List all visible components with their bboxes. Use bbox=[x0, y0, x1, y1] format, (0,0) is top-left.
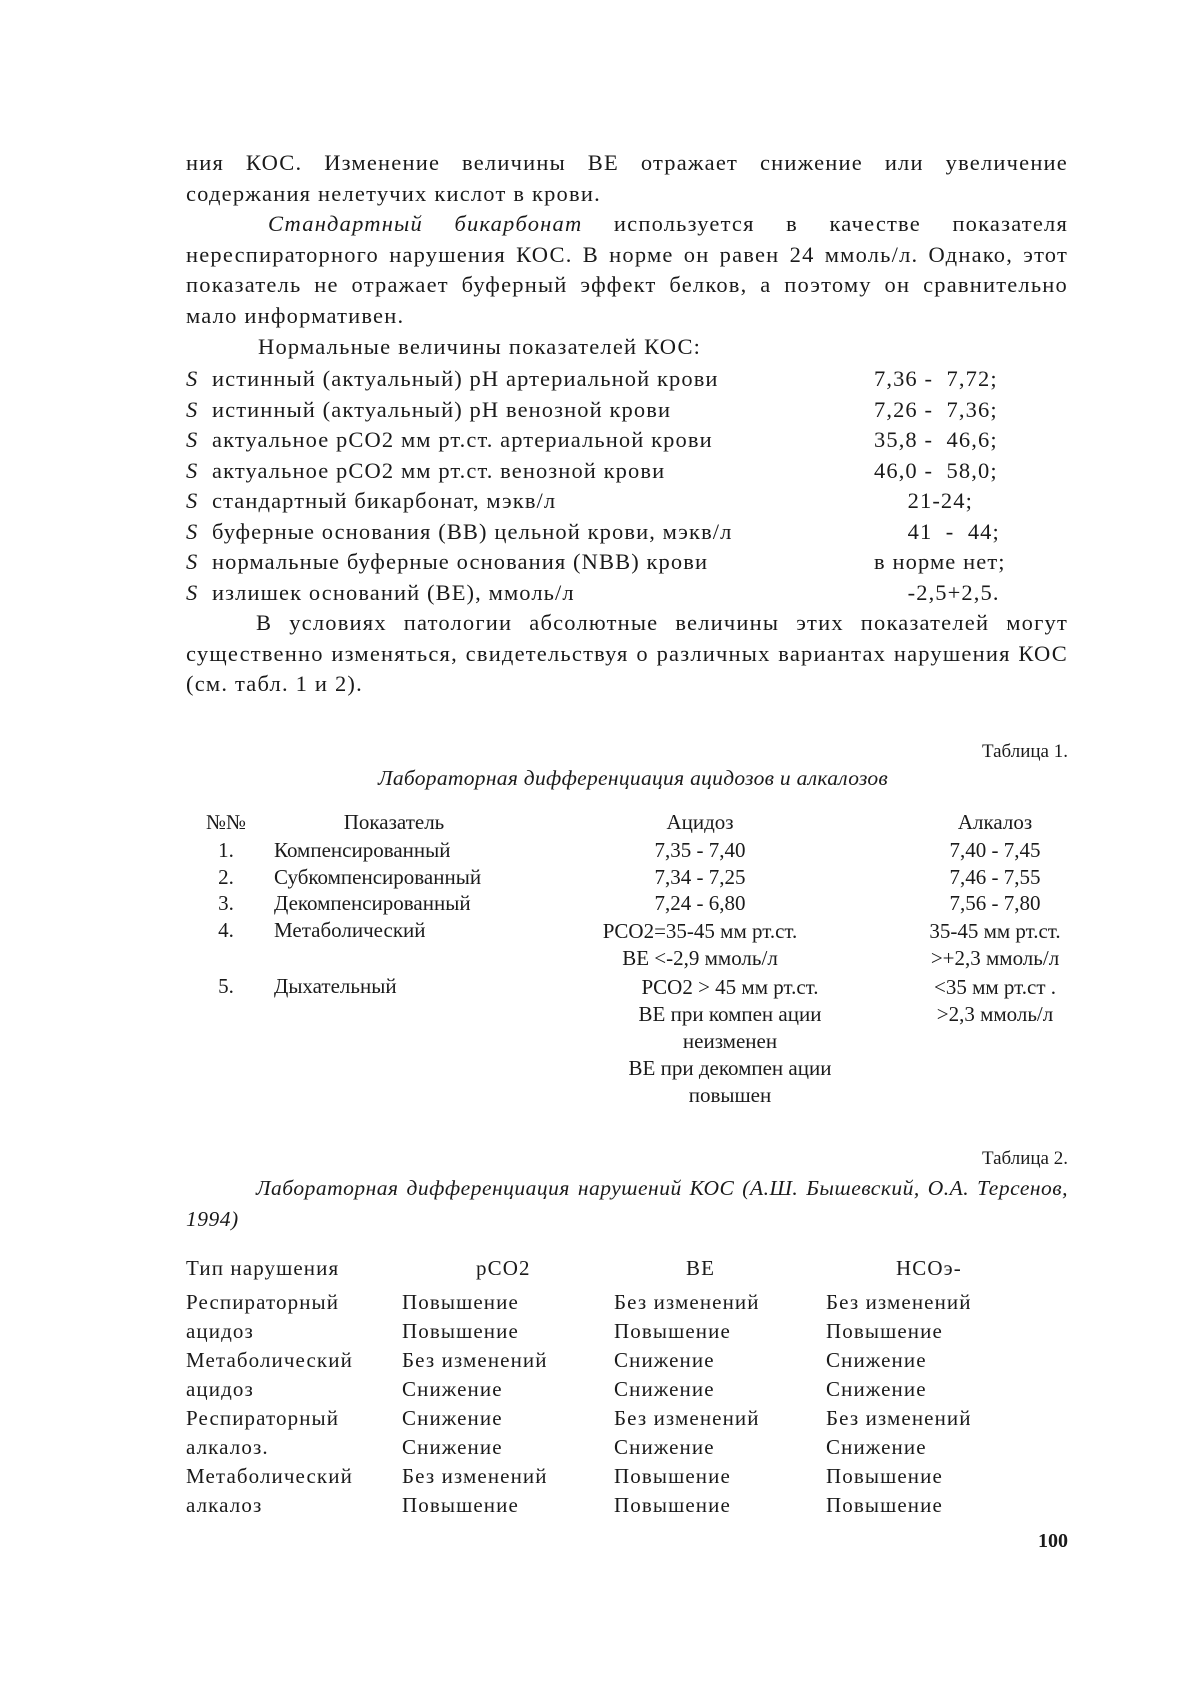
norm-item bbox=[186, 547, 1068, 578]
table1-title: Лабораторная дифференциация ацидозов и алкалозов bbox=[378, 766, 889, 790]
cell-hco3: Снижение bbox=[826, 1348, 927, 1372]
row-acidosis: 7,35 - 7,40 bbox=[654, 838, 746, 862]
norm-value: 41 - 44; bbox=[874, 518, 1000, 544]
norm-item bbox=[186, 517, 1068, 548]
row-indicator: Декомпенсированный bbox=[274, 891, 471, 915]
norm-item bbox=[186, 456, 1068, 487]
after-norm-paragraph: В условиях патологии абсолютные величины этих показателей могут существенно изменяться, свидетельствуя о различных вариантах нарушения КОС (см. табл. 1 и 2). bbox=[186, 610, 1068, 696]
row-indicator: Дыхательный bbox=[274, 974, 397, 998]
cell-hco3: Снижение bbox=[826, 1377, 927, 1401]
cell-type: Метаболический bbox=[186, 1348, 353, 1372]
norm-heading: Нормальные величины показателей КОС: bbox=[258, 334, 702, 359]
cell-be: Повышение bbox=[614, 1464, 731, 1488]
header-alkalosis: Алкалоз bbox=[957, 810, 1033, 834]
cell-type: алкалоз bbox=[186, 1493, 263, 1517]
header-num: №№ bbox=[205, 810, 247, 834]
norm-values-list bbox=[186, 364, 1068, 608]
norm-label: актуальное рСО2 мм рт.ст. артериальной крови bbox=[212, 427, 713, 452]
norm-value: 46,0 - 58,0; bbox=[874, 457, 998, 483]
norm-label: актуальное рСО2 мм рт.ст. венозной крови bbox=[212, 457, 666, 483]
cell-be: Снижение bbox=[614, 1435, 715, 1459]
row-alkalosis: 7,56 - 7,80 bbox=[949, 891, 1041, 915]
term-standard-bicarbonate: Стандартный бикарбонат bbox=[268, 211, 583, 236]
cell-line: BE при декомпен ации bbox=[628, 1056, 832, 1080]
row-num: 4. bbox=[218, 918, 234, 942]
table-row bbox=[186, 1288, 1046, 1317]
cell-be: Повышение bbox=[614, 1319, 731, 1343]
row-alkalosis bbox=[870, 918, 1120, 972]
norm-value: 35,8 - 46,6; bbox=[874, 427, 998, 452]
table2-caption: Таблица 2. bbox=[981, 1148, 1068, 1169]
table1-header-row bbox=[190, 810, 1070, 838]
row-acidosis bbox=[560, 974, 900, 1109]
table-row bbox=[186, 1491, 1046, 1520]
table-row bbox=[186, 1433, 1046, 1462]
cell-hco3: Повышение bbox=[826, 1493, 943, 1517]
norm-value: 7,26 - 7,36; bbox=[874, 396, 998, 422]
cell-pco2: Без изменений bbox=[402, 1348, 548, 1372]
cell-be: Повышение bbox=[614, 1493, 731, 1517]
cell-line: >2,3 ммоль/л bbox=[936, 1002, 1054, 1026]
cell-line: >+2,3 ммоль/л bbox=[930, 946, 1060, 970]
cell-pco2: Повышение bbox=[402, 1290, 519, 1314]
cell-type: Метаболический bbox=[186, 1464, 353, 1488]
norm-value: -2,5+2,5. bbox=[874, 579, 1000, 605]
bullet-marker: S bbox=[186, 579, 199, 605]
table-row bbox=[186, 1375, 1046, 1404]
intro-paragraph-2-text: используется в качестве показателя нереспираторного нарушения КОС. В норме он равен 24 ммоль/л. Однако, этот показатель не отражает буферный эффект белков, а поэтому он сравнительно мало информативен. bbox=[186, 211, 1068, 328]
row-num: 2. bbox=[218, 865, 234, 889]
row-alkalosis: 7,46 - 7,55 bbox=[949, 865, 1041, 889]
norm-value: 7,36 - 7,72; bbox=[874, 366, 998, 391]
norm-label: истинный (актуальный) рН венозной крови bbox=[212, 396, 672, 422]
table1-caption: Таблица 1. bbox=[981, 741, 1068, 762]
norm-label: стандартный бикарбонат, мэкв/л bbox=[212, 488, 557, 513]
table-row bbox=[186, 1346, 1046, 1375]
norm-label: нормальные буферные основания (NBB) крови bbox=[212, 549, 709, 574]
table-row bbox=[186, 1462, 1046, 1491]
cell-line: неизменен bbox=[682, 1029, 778, 1053]
norm-label: истинный (актуальный) рН артериальной крови bbox=[212, 366, 719, 391]
table2-header-row bbox=[186, 1254, 1046, 1288]
cell-type: ацидоз bbox=[186, 1377, 254, 1401]
cell-pco2: Без изменений bbox=[402, 1464, 548, 1488]
cell-be: Снижение bbox=[614, 1377, 715, 1401]
row-acidosis: 7,24 - 6,80 bbox=[654, 891, 746, 915]
header-type: Тип нарушения bbox=[186, 1256, 340, 1280]
row-indicator: Субкомпенсированный bbox=[274, 865, 482, 889]
bullet-marker: S bbox=[186, 549, 199, 574]
cell-be: Без изменений bbox=[614, 1290, 760, 1314]
table-row bbox=[190, 891, 1070, 918]
header-pco2: рСО2 bbox=[476, 1256, 531, 1280]
cell-line: PCO2 > 45 мм рт.ст. bbox=[641, 975, 819, 999]
table-row bbox=[190, 918, 1070, 974]
cell-be: Без изменений bbox=[614, 1406, 760, 1430]
cell-pco2: Снижение bbox=[402, 1377, 503, 1401]
cell-hco3: Без изменений bbox=[826, 1406, 972, 1430]
table-row bbox=[186, 1317, 1046, 1346]
bullet-marker: S bbox=[186, 518, 199, 544]
norm-value: в норме нет; bbox=[874, 549, 1006, 574]
cell-hco3: Повышение bbox=[826, 1319, 943, 1343]
norm-item bbox=[186, 486, 1068, 517]
cell-be: Снижение bbox=[614, 1348, 715, 1372]
cell-type: Респираторный bbox=[186, 1406, 340, 1430]
norm-item bbox=[186, 395, 1068, 426]
norm-item bbox=[186, 364, 1068, 395]
header-hco3: НСОэ- bbox=[896, 1256, 962, 1280]
norm-label: буферные основания (ВВ) цельной крови, мэкв/л bbox=[212, 518, 733, 544]
table-row bbox=[186, 1404, 1046, 1433]
cell-line: BE <-2,9 ммоль/л bbox=[622, 946, 778, 970]
norm-label: излишек оснований (BE), ммоль/л bbox=[212, 579, 575, 605]
table2-title: Лабораторная дифференциация нарушений КОС (А.Ш. Бышевский, О.А. Терсенов, 1994) bbox=[186, 1176, 1068, 1231]
bullet-marker: S bbox=[186, 488, 199, 513]
row-alkalosis bbox=[870, 974, 1120, 1028]
cell-hco3: Снижение bbox=[826, 1435, 927, 1459]
bullet-marker: S bbox=[186, 366, 199, 391]
norm-item bbox=[186, 578, 1068, 609]
intro-paragraph-1: ния КОС. Изменение величины BE отражает снижение или увеличение содержания нелетучих кислот в крови. bbox=[186, 150, 1068, 206]
norm-item bbox=[186, 425, 1068, 456]
row-acidosis: 7,34 - 7,25 bbox=[654, 865, 746, 889]
header-acidosis: Ацидоз bbox=[666, 810, 734, 834]
cell-pco2: Повышение bbox=[402, 1493, 519, 1517]
cell-type: Респираторный bbox=[186, 1290, 340, 1314]
cell-type: алкалоз. bbox=[186, 1435, 269, 1459]
header-indicator: Показатель bbox=[343, 810, 445, 834]
table-row bbox=[190, 838, 1070, 865]
cell-pco2: Снижение bbox=[402, 1406, 503, 1430]
row-num: 5. bbox=[218, 974, 234, 998]
bullet-marker: S bbox=[186, 457, 199, 483]
cell-hco3: Повышение bbox=[826, 1464, 943, 1488]
cell-line: BE при компен ации bbox=[638, 1002, 822, 1026]
cell-line: <35 мм рт.ст . bbox=[934, 975, 1056, 999]
cell-line: повышен bbox=[688, 1083, 772, 1107]
row-indicator: Метаболический bbox=[274, 918, 426, 942]
table2 bbox=[186, 1254, 1046, 1520]
cell-hco3: Без изменений bbox=[826, 1290, 972, 1314]
page-number: 100 bbox=[1038, 1530, 1068, 1552]
table1 bbox=[190, 810, 1070, 1114]
cell-line: PCO2=35-45 мм рт.ст. bbox=[602, 919, 798, 943]
cell-pco2: Снижение bbox=[402, 1435, 503, 1459]
cell-pco2: Повышение bbox=[402, 1319, 519, 1343]
row-num: 1. bbox=[218, 838, 234, 862]
bullet-marker: S bbox=[186, 427, 199, 452]
table-row bbox=[190, 974, 1070, 1114]
row-alkalosis: 7,40 - 7,45 bbox=[949, 838, 1041, 862]
row-indicator: Компенсированный bbox=[274, 838, 451, 862]
table-row bbox=[190, 865, 1070, 891]
cell-type: ацидоз bbox=[186, 1319, 254, 1343]
row-acidosis bbox=[530, 918, 870, 972]
bullet-marker: S bbox=[186, 396, 199, 422]
intro-paragraph-2 bbox=[186, 209, 1068, 331]
cell-line: 35-45 мм рт.ст. bbox=[929, 919, 1061, 943]
norm-value: 21-24; bbox=[874, 488, 973, 513]
header-be: BE bbox=[686, 1256, 716, 1280]
row-num: 3. bbox=[218, 891, 234, 915]
